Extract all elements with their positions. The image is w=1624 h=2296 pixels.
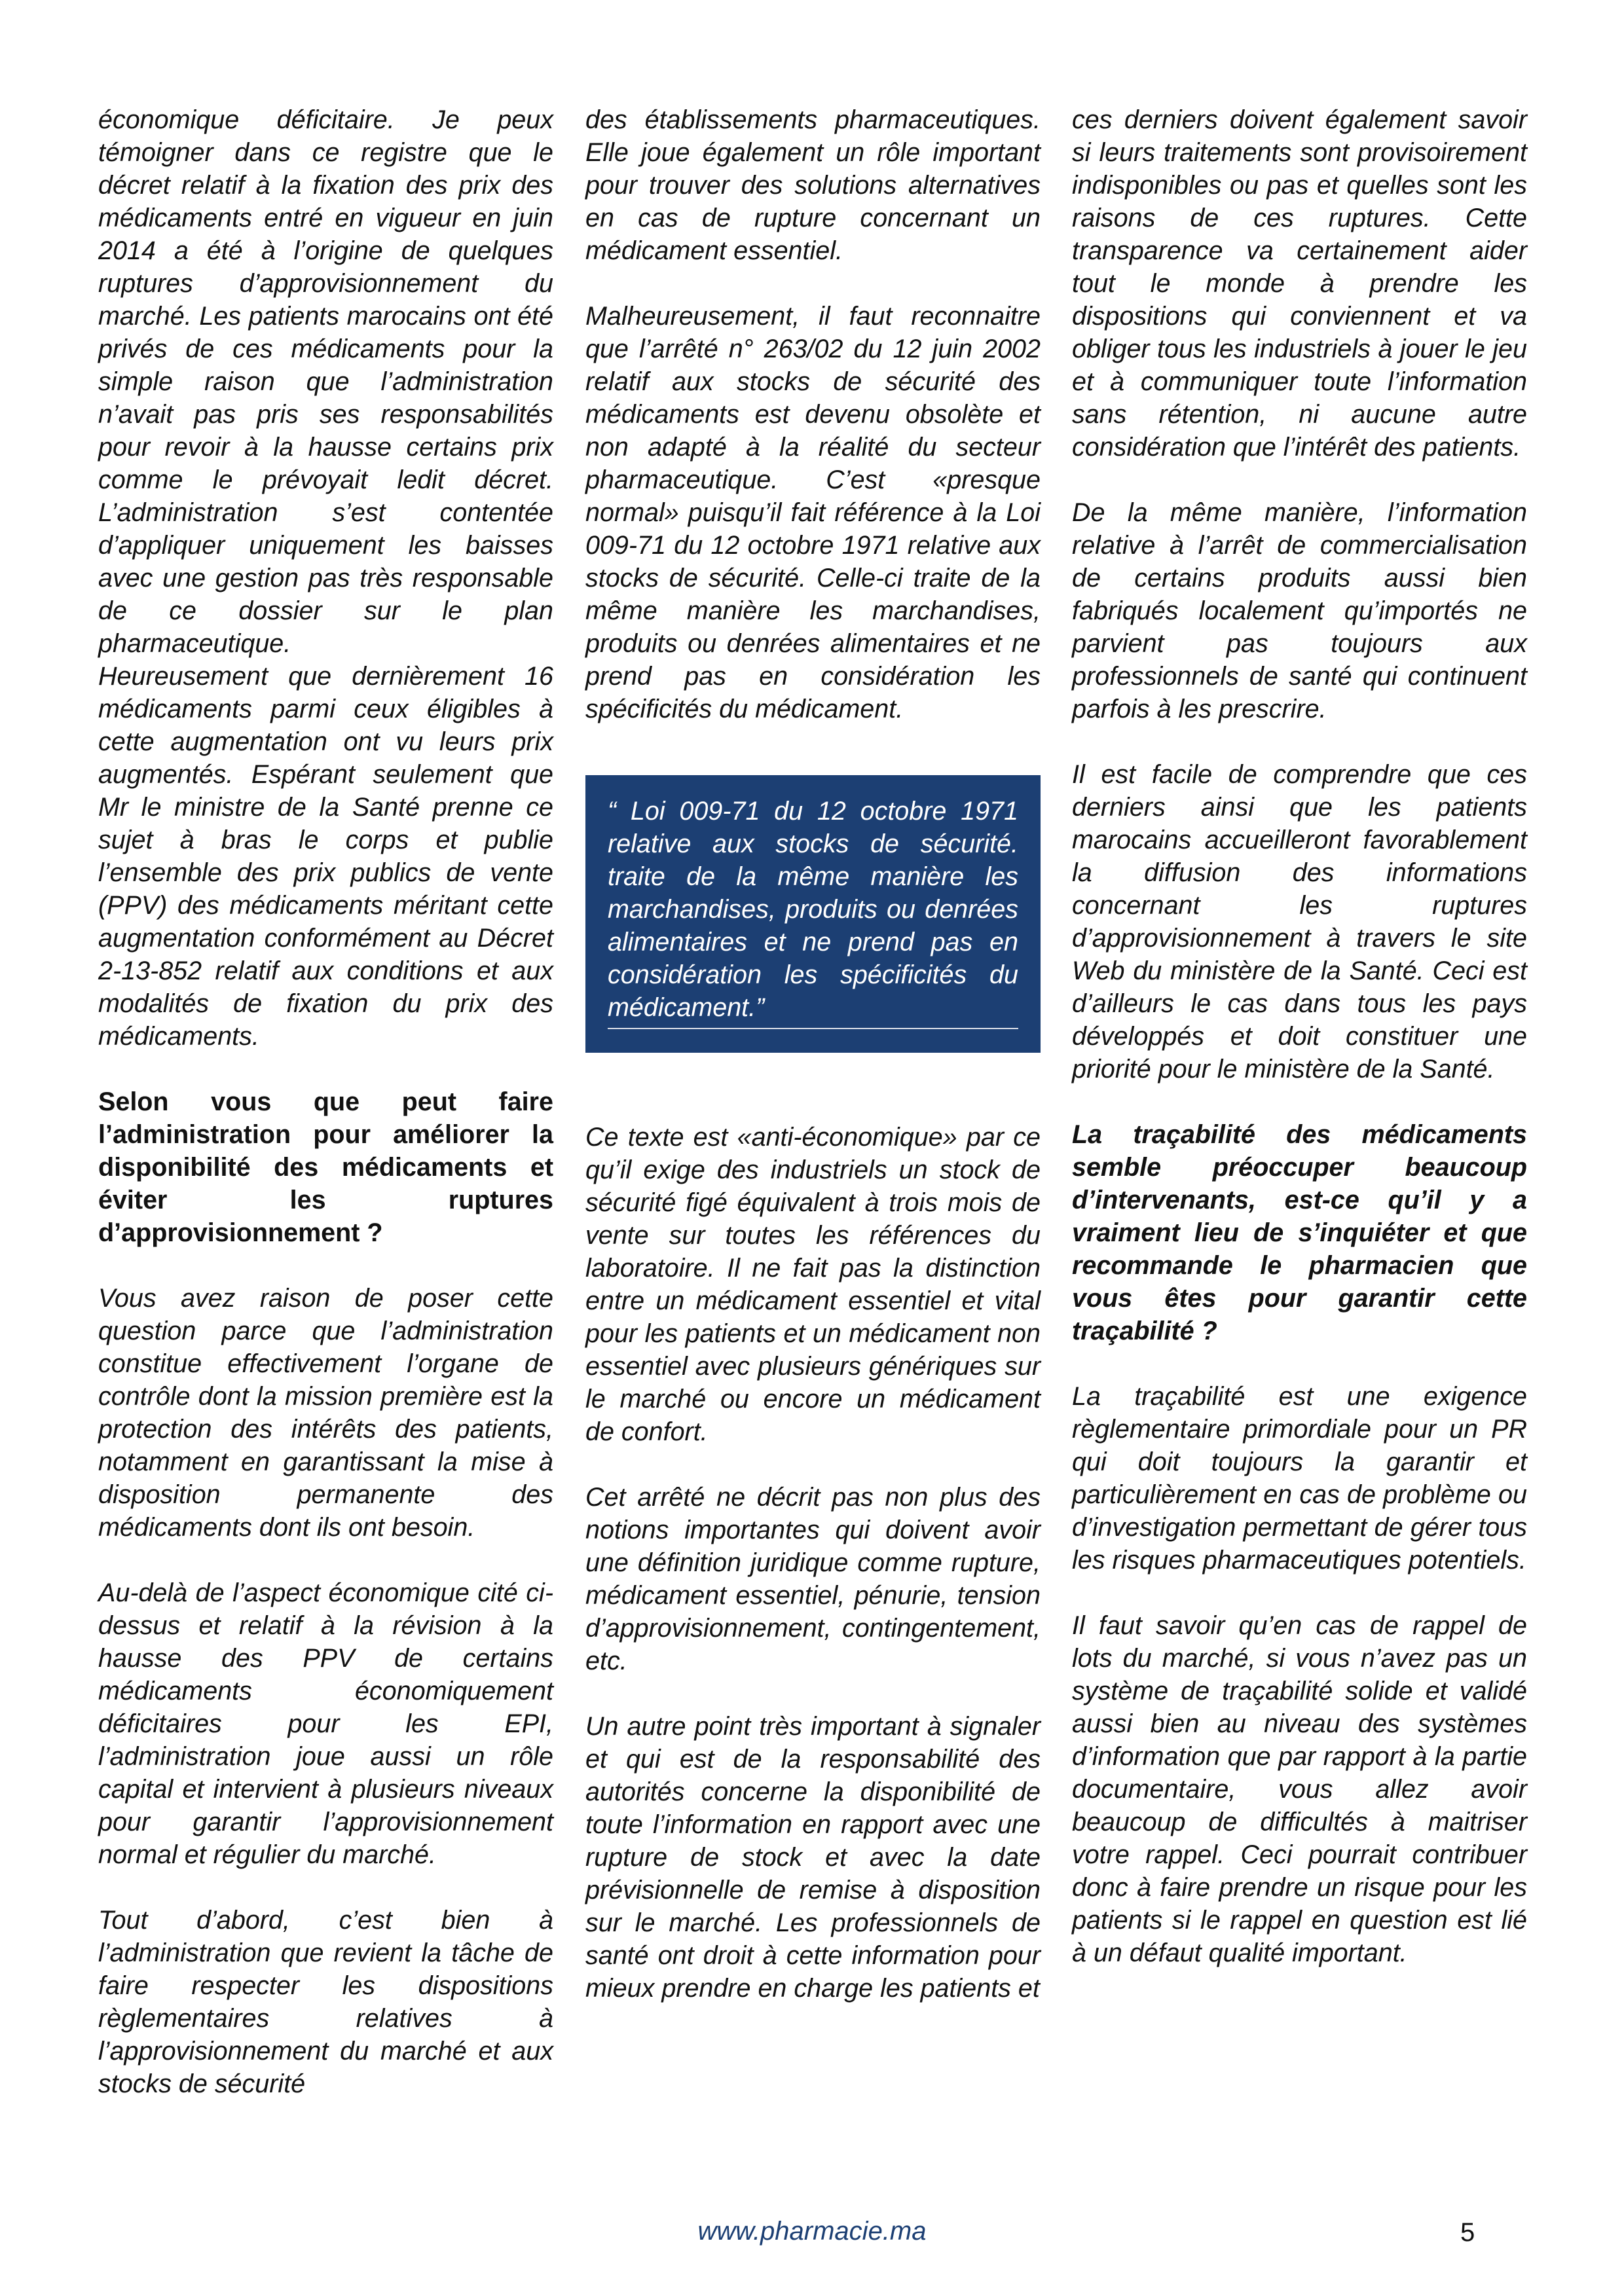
column-2 [585, 103, 1041, 2037]
footer-url[interactable]: www.pharmacie.ma [697, 2217, 927, 2246]
paragraph: des établissements pharmaceutiques. Elle joue également un rôle important pour trouver des solutions alternatives en cas de rupture concernant un médicament essentiel. [585, 105, 1041, 265]
paragraph: Vous avez raison de poser cette question parce que l’administration constitue effectivement l’organe de contrôle dont la mission première est la protection des intérêts des patients, notamment en garantissant la mise à disposition permanente des médicaments dont ils ont besoin. [98, 1284, 553, 1542]
paragraph: Cet arrêté ne décrit pas non plus des notions importantes qui doivent avoir une définition juridique comme rupture, médicament essentiel, pénurie, tension d’approvisionnement, contingentement, etc. [585, 1483, 1041, 1675]
paragraph: ces derniers doivent également savoir si leurs traitements sont provisoirement indisponibles ou pas et quelles sont les raisons de ces ruptures. Cette transparence va certainement aider tout le monde à prendre les dispositions qui conviennent et va obliger tous les industriels à jouer le jeu et à communiquer toute l’information sans rétention, ni aucune autre considération que l’intérêt des patients. [1072, 105, 1527, 462]
column-1 [98, 103, 553, 2133]
paragraph: Il faut savoir qu’en cas de rappel de lots du marché, si vous n’avez pas un système de traçabilité solide et validé aussi bien au niveau des systèmes d’information que par rapport à la partie documentaire, vous allez avoir beaucoup de difficultés à maitriser votre rappel. Ceci pourrait contribuer donc à faire prendre un risque pour les patients si le rappel en question est lié à un défaut qualité important. [1072, 1611, 1527, 1967]
paragraph: économique déficitaire. Je peux témoigner dans ce registre que le décret relatif à la fixation des prix des médicaments entré en vigueur en juin 2014 a été à l’origine de quelques ruptures d’approvisionnement du marché. Les patients marocains ont été privés de ces médicaments pour la simple raison que l’administration n’avait pas pris ses responsabilités pour revoir à la hausse certains prix comme le prévoyait ledit décret. L’administration s’est contentée d’appliquer uniquement les baisses avec une gestion pas très responsable de ce dossier sur le plan pharmaceutique. [98, 105, 553, 658]
paragraph: Ce texte est «anti-économique» par ce qu’il exige des industriels un stock de sécurité figé équivalent à trois mois de vente sur toutes les références du laboratoire. Il ne fait pas la distinction entre un médicament essentiel et vital pour les patients et un médicament non essentiel avec plusieurs génériques sur le marché ou encore un médicament de confort. [585, 1123, 1041, 1446]
pull-quote-rule [608, 1028, 1018, 1029]
paragraph: Malheureusement, il faut reconnaitre que l’arrêté n° 263/02 du 12 juin 2002 relatif aux stocks de sécurité des médicaments est devenu obsolète et non adapté à la réalité du secteur pharmaceutique. C’est «presque normal» puisqu’il fait référence à la Loi 009-71 du 12 octobre 1971 relative aux stocks de sécurité. Celle-ci traite de la même manière les marchandises, produits ou denrées alimentaires et ne prend pas en considération les spécificités du médicament. [585, 302, 1041, 723]
paragraph: Un autre point très important à signaler et qui est de la responsabilité des autorités concerne la disponibilité de toute l’information en rapport avec une rupture de stock et avec la date prévisionnelle de remise à disposition sur le marché. Les professionnels de santé ont droit à cette information pour mieux prendre en charge les patients et [585, 1712, 1041, 2003]
paragraph: Tout d’abord, c’est bien à l’administration que revient la tâche de faire respecter les dispositions règlementaires relatives à l’approvisionnement du marché et aux stocks de sécurité [98, 1906, 553, 2098]
paragraph: Heureusement que dernièrement 16 médicaments parmi ceux éligibles à cette augmentation ont vu leurs prix augmentés. Espérant seulement que Mr le ministre de la Santé prenne ce sujet à bras le corps et publie l’ensemble des prix publics de vente (PPV) des médicaments méritant cette augmentation conformément au Décret 2-13-852 relatif aux conditions et aux modalités de fixation du prix des médicaments. [98, 662, 553, 1051]
paragraph: De la même manière, l’information relative à l’arrêt de commercialisation de certains produits aussi bien fabriqués localement qu’importés ne parvient pas toujours aux professionnels de santé qui continuent parfois à les prescrire. [1072, 498, 1527, 723]
paragraph: La traçabilité est une exigence règlementaire primordiale pour un PR qui doit toujours la garantir et particulièrement en cas de problème ou d’investigation permettant de gérer tous les risques pharmaceutiques potentiels. [1072, 1382, 1527, 1575]
pull-quote-box [585, 775, 1041, 1053]
page-number: 5 [1460, 2218, 1475, 2247]
paragraph: Au-delà de l’aspect économique cité ci-dessus et relatif à la révision à la hausse des PPV de certains médicaments économiquement déficitaires pour les EPI, l’administration joue aussi un rôle capital et intervient à plusieurs niveaux pour garantir l’approvisionnement normal et régulier du marché. [98, 1578, 553, 1869]
column-3 [1072, 103, 1527, 2002]
interview-question: La traçabilité des médicaments semble préoccuper beaucoup d’intervenants, est-ce qu’il y a vraiment lieu de s’inquiéter et que recommande le pharmacien que vous êtes pour garantir cette traçabilité ? [1072, 1120, 1527, 1345]
interview-question: Selon vous que peut faire l’administration pour améliorer la disponibilité des médicaments et éviter les ruptures d’approvisionnement ? [98, 1087, 553, 1247]
paragraph: Il est facile de comprendre que ces derniers ainsi que les patients marocains accueilleront favorablement la diffusion des informations concernant les ruptures d’approvisionnement à travers le site Web du ministère de la Santé. Ceci est d’ailleurs le cas dans tous les pays développés et doit constituer une priorité pour le ministère de la Santé. [1072, 760, 1527, 1084]
pull-quote-text: “ Loi 009-71 du 12 octobre 1971 relative aux stocks de sécurité. traite de la même manière les marchandises, produits ou denrées alimentaires et ne prend pas en considération les spécificités du médicament.” [608, 797, 1018, 1022]
